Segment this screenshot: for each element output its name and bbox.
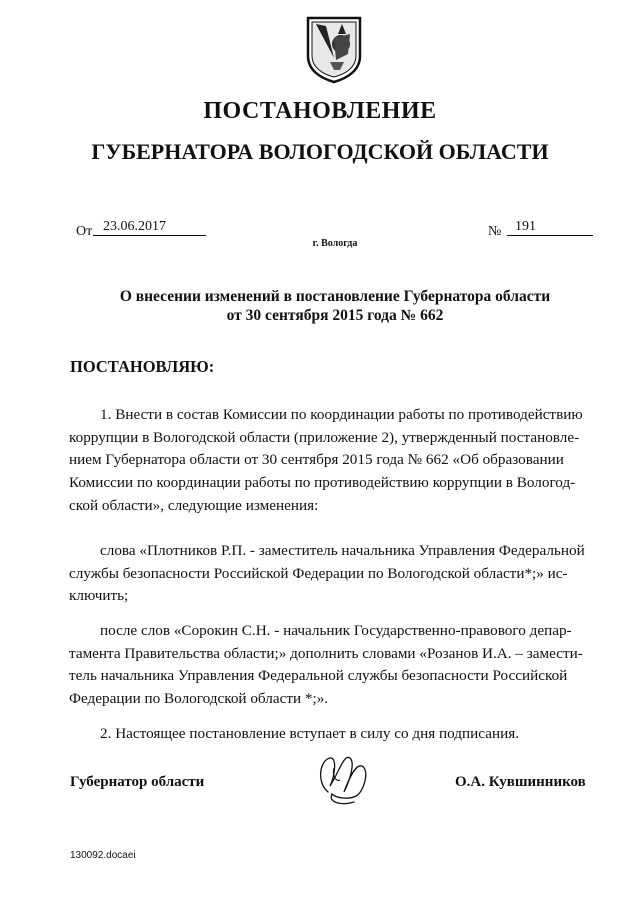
text-line: тамента Правительства области;» дополнить словами «Розанов И.А. – замести- <box>69 644 583 662</box>
city-label: г. Вологда <box>312 238 358 249</box>
document-subject <box>0 287 640 325</box>
text-line: ской области», следующие изменения: <box>69 496 319 514</box>
paragraph-remove <box>69 540 598 608</box>
text-line: 2. Настоящее постановление вступает в силу со дня подписания. <box>100 725 519 742</box>
paragraph-add <box>69 620 598 711</box>
document-date: 23.06.2017 <box>93 219 206 236</box>
subject-line: от 30 сентября 2015 года № 662 <box>226 307 444 324</box>
signature-icon <box>314 752 372 808</box>
coat-of-arms-icon <box>304 14 364 84</box>
signatory-name: О.А. Кувшинников <box>455 774 586 790</box>
decree-heading: ПОСТАНОВЛЯЮ: <box>70 357 215 376</box>
file-name: 130092.docaei <box>70 850 136 861</box>
date-prefix: От <box>76 224 93 239</box>
issuer-title: ГУБЕРНАТОРА ВОЛОГОДСКОЙ ОБЛАСТИ <box>91 139 549 164</box>
document-number: 191 <box>507 219 593 236</box>
paragraph-item-1 <box>69 404 598 518</box>
number-prefix: № <box>488 224 502 239</box>
signatory-position: Губернатор области <box>70 774 205 790</box>
text-line: нием Губернатора области от 30 сентября 2015 года № 662 «Об образовании <box>69 451 564 469</box>
text-line: Комиссии по координации работы по противодействию коррупции в Вологод- <box>69 474 576 492</box>
text-line: службы безопасности Российской Федерации по Вологодской области*;» ис- <box>69 564 568 582</box>
text-line: тель начальника Управления Федеральной службы безопасности Российской <box>69 667 568 685</box>
text-line: коррупции в Вологодской области (приложение 2), утвержденный постановле- <box>69 428 580 446</box>
subject-line: О внесении изменений в постановление Губернатора области <box>119 288 551 305</box>
text-line: Федерации по Вологодской области *;». <box>69 690 329 708</box>
text-line: после слов «Сорокин С.Н. - начальник Государственно-правового депар- <box>100 622 572 639</box>
document-title: ПОСТАНОВЛЕНИЕ <box>203 98 437 124</box>
paragraph-item-2 <box>69 723 598 746</box>
text-line: слова «Плотников Р.П. - заместитель начальника Управления Федеральной <box>100 542 585 559</box>
text-line: ключить; <box>69 587 129 605</box>
text-line: 1. Внести в состав Комиссии по координации работы по противодействию <box>100 406 583 423</box>
